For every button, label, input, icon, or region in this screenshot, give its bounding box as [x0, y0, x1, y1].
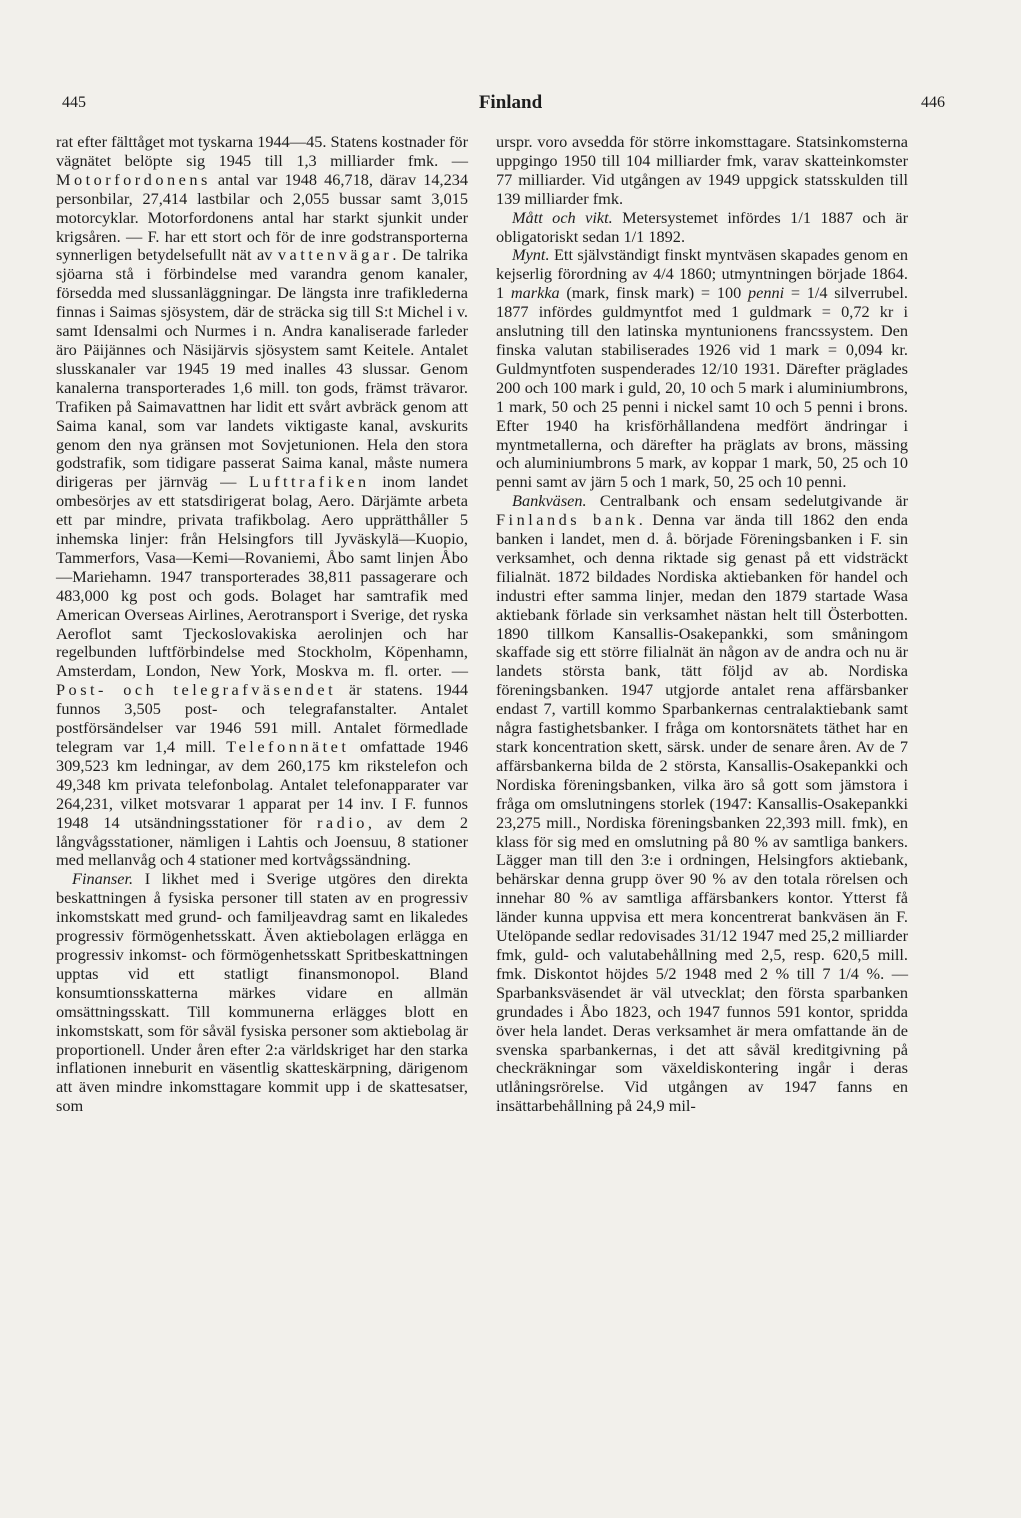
- paragraph-finanser-continued: urspr. voro avsedda för större inkomsttagare. Statsinkomsterna uppgingo 1950 till 104 milliarder fmk, varav skatteinkomster 77 milliarder. Vid utgången av 1949 uppgick statsskulden till 139 milliarder fmk.: [496, 132, 908, 208]
- paragraph-bankvasen: Bankväsen. Centralbank och ensam sedelutgivande är Finlands bank. Denna var ända till 1862 den enda banken i landet, men d. å. började Föreningsbanken i F. sin verksamhet, och denna riktade sig genast på ett vidsträckt filialnät. 1872 bildades Nordiska aktiebanken för handel och industri efter samma linjer, medan den 1879 startade Wasa aktiebank förlade sin verksamhet nästan helt till Österbotten. 1890 tillkom Kansallis-Osakepankki, som småningom skaffade sig ett större filialnät än någon av de andra och nu är landets största bank, tätt följd av ab. Nordiska föreningsbanken. 1947 utgjorde antalet rena affärsbanker endast 7, vartill kommo Sparbankernas centralaktiebank samt några fastighetsbanker. I fråga om kontorsnätets täthet har en stark koncentration skett, särsk. under de senare åren. Av de 7 affärsbankerna bilda de 2 största, Kansallis-Osakepankki och Nordiska föreningsbanken, vilka äro så gott som jämstora i fråga om omslutningens storlek (1947: Kansallis-Osakepankki 23,275 mill., Nordiska föreningsbanken 22,393 mill. fmk), en klass för sig med en omslutning på 80 % av samtliga bankers. Lägger man till den 3:e i ordningen, Helsingfors aktiebank, behärskar denna grupp över 90 % av den totala rörelsen och innehar 80 % av samtliga affärsbankers kontor. Ytterst få länder kunna uppvisa ett mera koncentrerat bankväsen än F. Utelöpande sedlar redovisades 31/12 1947 med 25,2 milliarder fmk, guld- och valutabehållning med 2,5, resp. 620,5 mill. fmk. Diskontot höjdes 5/2 1948 med 2 % till 7 1/4 %. — Sparbanksväsendet är väl utvecklat; den första sparbanken grundades i Åbo 1823, och 1947 funnos 591 kontor, spridda över hela landet. Deras verksamhet är mera omfattande än de svenska sparbankernas, i det att såväl kreditgivning på checkräkningar som växeldiskontering ingår i deras utlåningsrörelse. Vid utgången av 1947 fanns en insättarbehållning på 24,9 mil-: [496, 491, 908, 1116]
- page-number-left: 445: [62, 94, 86, 111]
- term-penni: penni: [747, 283, 785, 303]
- section-heading-bankvasen: Bankväsen.: [512, 491, 587, 511]
- running-title: Finland: [478, 92, 543, 113]
- right-column: [496, 133, 908, 1116]
- term-telefonnatet: Telefonnätet: [226, 737, 350, 756]
- term-post-telegraf: Post- och telegrafväsendet: [56, 680, 337, 700]
- term-motorfordonens: Motorfordonens: [56, 169, 211, 189]
- term-finlands-bank: Finlands bank: [496, 510, 639, 530]
- left-column: [56, 133, 468, 1116]
- section-heading-mynt: Mynt.: [512, 245, 550, 265]
- term-radio: radio: [316, 812, 368, 832]
- running-head: [62, 94, 959, 118]
- term-markka: markka: [510, 283, 560, 303]
- page-number-right: 446: [921, 94, 945, 111]
- term-vattenvagar: vattenvägar: [277, 245, 393, 265]
- paragraph-mynt: Mynt. Ett självständigt finskt myntväsen skapades genom en kejserlig förordning av 4/4 1860; utmyntningen började 1864. 1 markka (mark, finsk mark) = 100 penni = 1/4 silverrubel. 1877 infördes guldmyntfot med 1 guldmark = 0,72 kr i anslutning till den latinska myntunionens francssystem. Den finska valutan stabiliserades 1926 vid 1 mark = 0,094 kr. Guldmyntfoten suspenderades 12/10 1931. Därefter präglades 200 och 100 mark i guld, 20, 10 och 5 mark i aluminiumbrons, 1 mark, 50 och 25 penni i nickel samt 10 och 5 penni i brons. Efter 1940 ha krisförhållandena medfört ändringar i myntmetallerna, och därefter ha präglats av brons, mässing och aluminiumbrons 5 mark, av koppar 1 mark, 50, 25 och 10 penni samt av järn 5 och 1 mark, 50, 25 och 10 penni.: [496, 245, 908, 492]
- paragraph-matt-och-vikt: Mått och vikt. Metersystemet infördes 1/1 1887 och är obligatoriskt sedan 1/1 1892.: [496, 207, 908, 246]
- section-heading-finanser: Finanser.: [72, 869, 134, 889]
- term-lufttrafiken: Lufttrafiken: [249, 472, 370, 492]
- paragraph-transport: rat efter fälttåget mot tyskarna 1944—45. Statens kostnader för vägnätet belöpte sig 1945 till 1,3 milliarder fmk. — Motorfordonens antal var 1948 46,718, därav 14,234 personbilar, 27,414 lastbilar och 2,055 bussar samt 3,015 motorcyklar. Motorfordonens antal har starkt sjunkit under krigsåren. — F. har ett stort och för de inre godstransporterna synnerligen betydelsefullt nät av vattenvägar. De talrika sjöarna stå i förbindelse med varandra genom kanaler, försedda med slussanläggningar. De längsta inre trafiklederna finnas i Saimas sjösystem, där de sträcka sig till S:t Michel i v. samt Idensalmi och Nurmes i n. Andra kanaliserade farleder äro Päijännes och Näsijärvis sjösystem samt Keitele. Antalet slusskanaler var 1945 19 med inalles 43 slussar. Genom kanalerna transporterades 1,6 mill. ton gods, främst trävaror. Trafiken på Saimavattnen har lidit ett svårt avbräck genom att Saima kanal, som var landets viktigaste kanal, avskurits genom den nya gränsen mot Sovjetunionen. Hela den stora godstrafik, som tidigare passerat Saima kanal, måste numera dirigeras per järnväg — Lufttrafiken inom landet ombesörjes av ett statsdirigerat bolag, Aero. Därjämte arbeta ett par mindre, privata trafikbolag. Aero upprätthåller 5 inhemska linjer: från Helsingfors till Jyväskylä—Kuopio, Tammerfors, Vasa—Kemi—Rovaniemi, Åbo samt linjen Åbo—Mariehamn. 1947 transporterades 38,811 passagerare och 483,000 kg post och gods. Bolaget har samtrafik med American Overseas Airlines, Aerotransport i Sverige, det ryska Aeroflot samt Tjeckoslovakiska aerolinjen och har regelbunden luftförbindelse med Stockholm, Köpenhamn, Amsterdam, London, New York, Moskva m. fl. orter. — Post- och telegrafväsendet är statens. 1944 funnos 3,505 post- och telegrafanstalter. Antalet postförsändelser var 1946 591 mill. Antalet förmedlade telegram var 1,4 mill. Telefonnätet omfattade 1946 309,523 km ledningar, av dem 260,175 km rikstelefon och 49,348 km privata telefonbolag. Antalet telefonapparater var 264,231, vilket motsvarar 1 apparat per 14 inv. I F. funnos 1948 14 utsändningsstationer för radio, av dem 2 långvågsstationer, nämligen i Lahtis och Joensuu, 8 stationer med mellanvåg och 4 stationer med kortvågssändning.: [56, 132, 468, 870]
- paragraph-finanser: Finanser. I likhet med i Sverige utgöres den direkta beskattningen å fysiska personer till staten av en progressiv inkomstskatt med grund- och familjeavdrag samt en likaledes progressiv förmögenhetsskatt. Även aktiebolagen erlägga en progressiv inkomst- och förmögenhetsskatt Spritbeskattningen upptas vid ett statligt finansmonopol. Bland konsumtionsskatterna märkes vidare en allmän omsättningsskatt. Till kommunerna erlägges blott en inkomstskatt, som för såväl fysiska personer som aktiebolag är proportionell. Under åren efter 2:a världskriget har den starka inflationen inneburit en väsentlig skatteskärpning, därigenom att även mindre inkomsttagare kommit upp i de skattesatser, som: [56, 869, 468, 1116]
- section-heading-matt: Mått och vikt.: [512, 207, 613, 227]
